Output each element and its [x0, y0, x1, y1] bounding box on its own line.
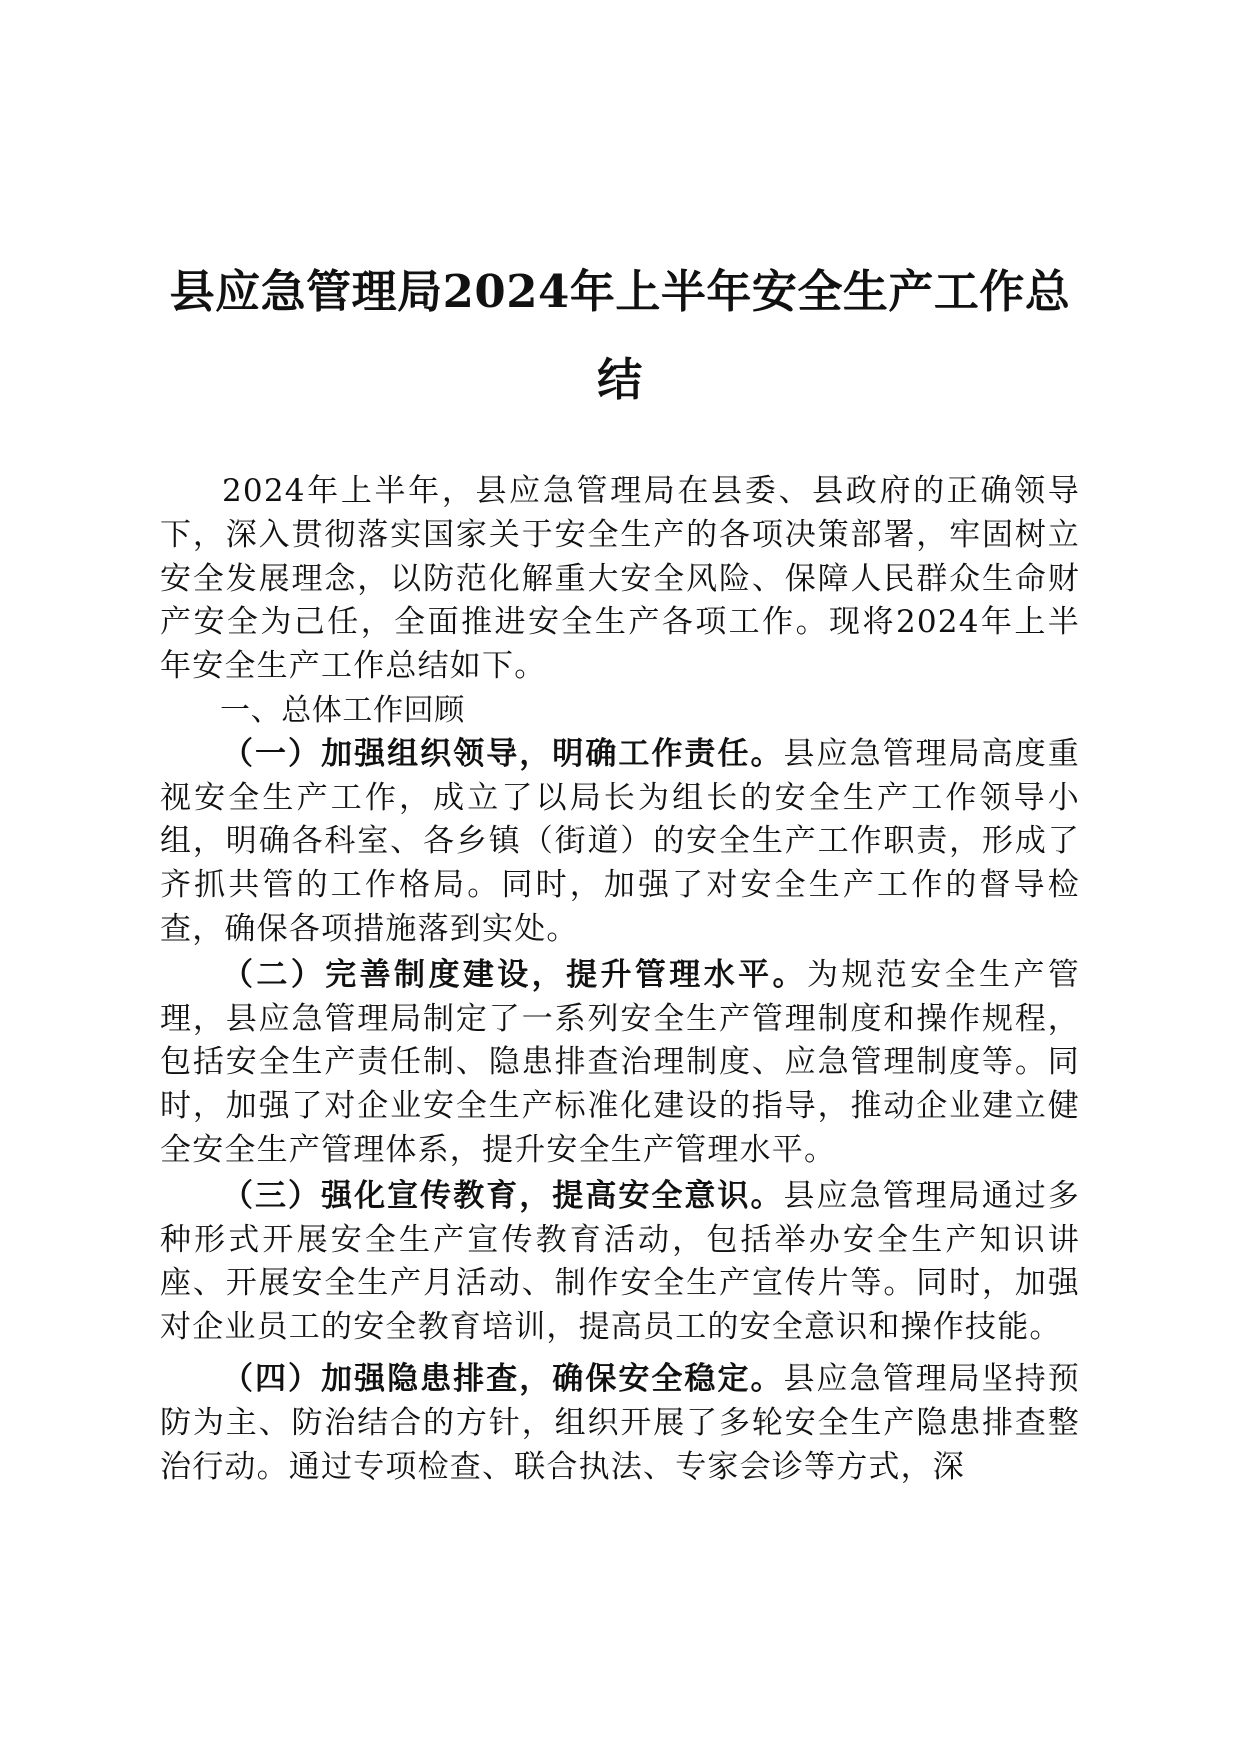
document-body [160, 470, 1080, 1489]
paragraph-item-2-text: 为规范安全生产管理，县应急管理局制定了一系列安全生产管理制度和操作规程，包括安全生产责任制、隐患排查治理制度、应急管理制度等。同时，加强了对企业安全生产标准化建设的指导，推动企业建立健全安全生产管理体系，提升安全生产管理水平。 [160, 956, 1080, 1168]
paragraph-item-2 [160, 954, 1080, 1173]
paragraph-item-4 [160, 1358, 1080, 1489]
paragraph-item-2-lead: （二）完善制度建设，提升管理水平。 [222, 956, 807, 993]
paragraph-item-1-text: 县应急管理局高度重视安全生产工作，成立了以局长为组长的安全生产工作领导小组，明确各科室、各乡镇（街道）的安全生产工作职责，形成了齐抓共管的工作格局。同时，加强了对安全生产工作的督导检查，确保各项措施落到实处。 [160, 735, 1080, 947]
document-title: 县应急管理局2024年上半年安全生产工作总结 [169, 265, 1071, 406]
paragraph-item-1 [160, 733, 1080, 952]
paragraph-item-3 [160, 1175, 1080, 1350]
paragraph-item-4-text: 县应急管理局坚持预防为主、防治结合的方针，组织开展了多轮安全生产隐患排查整治行动。通过专项检查、联合执法、专家会诊等方式，深 [160, 1360, 1080, 1485]
paragraph-item-1-lead: （一）加强组织领导，明确工作责任。 [222, 735, 784, 772]
paragraph-item-3-lead: （三）强化宣传教育，提高安全意识。 [222, 1177, 784, 1214]
section-heading-overall-review: 一、总体工作回顾 [220, 692, 465, 728]
paragraph-item-3-text: 县应急管理局通过多种形式开展安全生产宣传教育活动，包括举办安全生产知识讲座、开展安全生产月活动、制作安全生产宣传片等。同时，加强对企业员工的安全教育培训，提高员工的安全意识和操作技能。 [160, 1177, 1080, 1346]
intro-paragraph: 2024年上半年，县应急管理局在县委、县政府的正确领导下，深入贯彻落实国家关于安全生产的各项决策部署，牢固树立安全发展理念，以防范化解重大安全风险、保障人民群众生命财产安全为己任，全面推进安全生产各项工作。现将2024年上半年安全生产工作总结如下。 [160, 473, 1080, 685]
paragraph-item-4-lead: （四）加强隐患排查，确保安全稳定。 [222, 1360, 784, 1397]
